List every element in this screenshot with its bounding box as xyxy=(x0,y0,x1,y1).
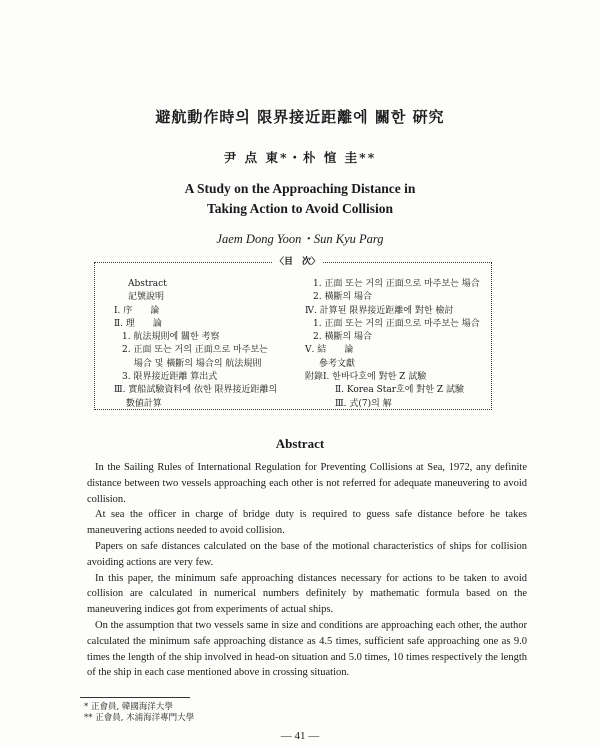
toc-item: Ⅲ. 實船試驗資料에 依한 限界接近距離의 xyxy=(114,385,278,396)
abstract-paragraph: In the Sailing Rules of International Regulation for Preventing Collisions at Sea, 1972, any definite distance between two vessels approaching each other is not referred for adequate maneuvering to avoid collision. xyxy=(87,462,527,505)
toc-item: 數値計算 xyxy=(114,398,162,409)
toc-label: 〈目 次〉 xyxy=(272,254,323,267)
toc-item: Ⅱ. 理 論 xyxy=(114,318,162,329)
toc-left-column xyxy=(114,278,294,411)
english-title xyxy=(0,179,600,219)
toc-item: 1. 正面 또는 거의 正面으로 마주보는 場合 xyxy=(313,318,480,329)
toc-item: 2. 橫斷의 場合 xyxy=(313,332,373,343)
abstract-body xyxy=(87,460,527,681)
abstract-paragraph: Papers on safe distances calculated on the base of the motional characteristics of ships for collision avoiding actions are very few. xyxy=(87,540,527,568)
toc-item: Ⅲ. 式(7)의 解 xyxy=(335,398,392,409)
toc-item: 3. 限界接近距離 算出式 xyxy=(122,372,218,383)
footnote: * 正會員, 韓國海洋大學 xyxy=(84,702,173,712)
toc-item: Ⅴ. 結 論 xyxy=(305,345,354,356)
english-authors: Jaem Dong Yoon・Sun Kyu Parg xyxy=(216,232,384,246)
abstract-paragraph: In this paper, the minimum safe approaching distances necessary for actions to be taken to avoid collision are calculated in numerical numbers definitely by mathematic formula based on the maneuvering indices got from experiments of actual ships. xyxy=(87,572,527,616)
toc-item: 記號說明 xyxy=(128,292,165,303)
english-title-line1: A Study on the Approaching Distance in xyxy=(184,181,416,196)
footnotes xyxy=(84,702,194,724)
toc-item: 1. 航法規則에 關한 考察 xyxy=(122,332,220,343)
toc-item: 1. 正面 또는 거의 正面으로 마주보는 場合 xyxy=(313,279,480,289)
abstract-heading: Abstract xyxy=(275,436,325,451)
toc-item: 2. 橫斷의 場合 xyxy=(313,292,373,303)
toc-right-column xyxy=(305,278,490,411)
toc-item: Abstract xyxy=(128,279,167,289)
toc-item: 2. 正面 또는 거의 正面으로 마주보는 xyxy=(122,345,268,356)
toc-item: 附錄Ⅰ. 한바다호에 對한 Z 試驗 xyxy=(305,372,427,383)
toc-item: Ⅱ. Korea Star호에 對한 Z 試驗 xyxy=(335,385,464,396)
toc-item: Ⅰ. 序 論 xyxy=(114,305,160,316)
page-number: — 41 — xyxy=(280,730,320,742)
abstract-paragraph: On the assumption that two vessels same in size and conditions are approaching each other, the author calculated the minimum safe approaching distance as 4.5 times, sufficient safe approaching one as 9.0 times the length of the ship involved in head-on situation and 5.0 times, 10 times respectively the length of the ship in each case mentioned above in crossing situation. xyxy=(87,619,527,679)
english-title-line2: Taking Action to Avoid Collision xyxy=(206,201,394,216)
footnote: ** 正會員, 木浦海洋專門大學 xyxy=(84,713,195,723)
footnote-rule xyxy=(80,697,190,698)
toc-item: Ⅳ. 計算된 限界接近距離에 對한 檢討 xyxy=(305,305,454,316)
toc-item: 參考文獻 xyxy=(319,358,356,369)
korean-authors: 尹 点 東*・朴 愃 圭** xyxy=(223,150,377,165)
korean-title: 避航動作時의 限界接近距離에 關한 硏究 xyxy=(155,108,445,126)
toc-item: 場合 및 橫斷의 場合의 航法規則 xyxy=(122,358,262,369)
abstract-paragraph: At sea the officer in charge of bridge duty is required to guess safe distance before he takes maneuvering actions needed to avoid collision. xyxy=(87,509,527,537)
